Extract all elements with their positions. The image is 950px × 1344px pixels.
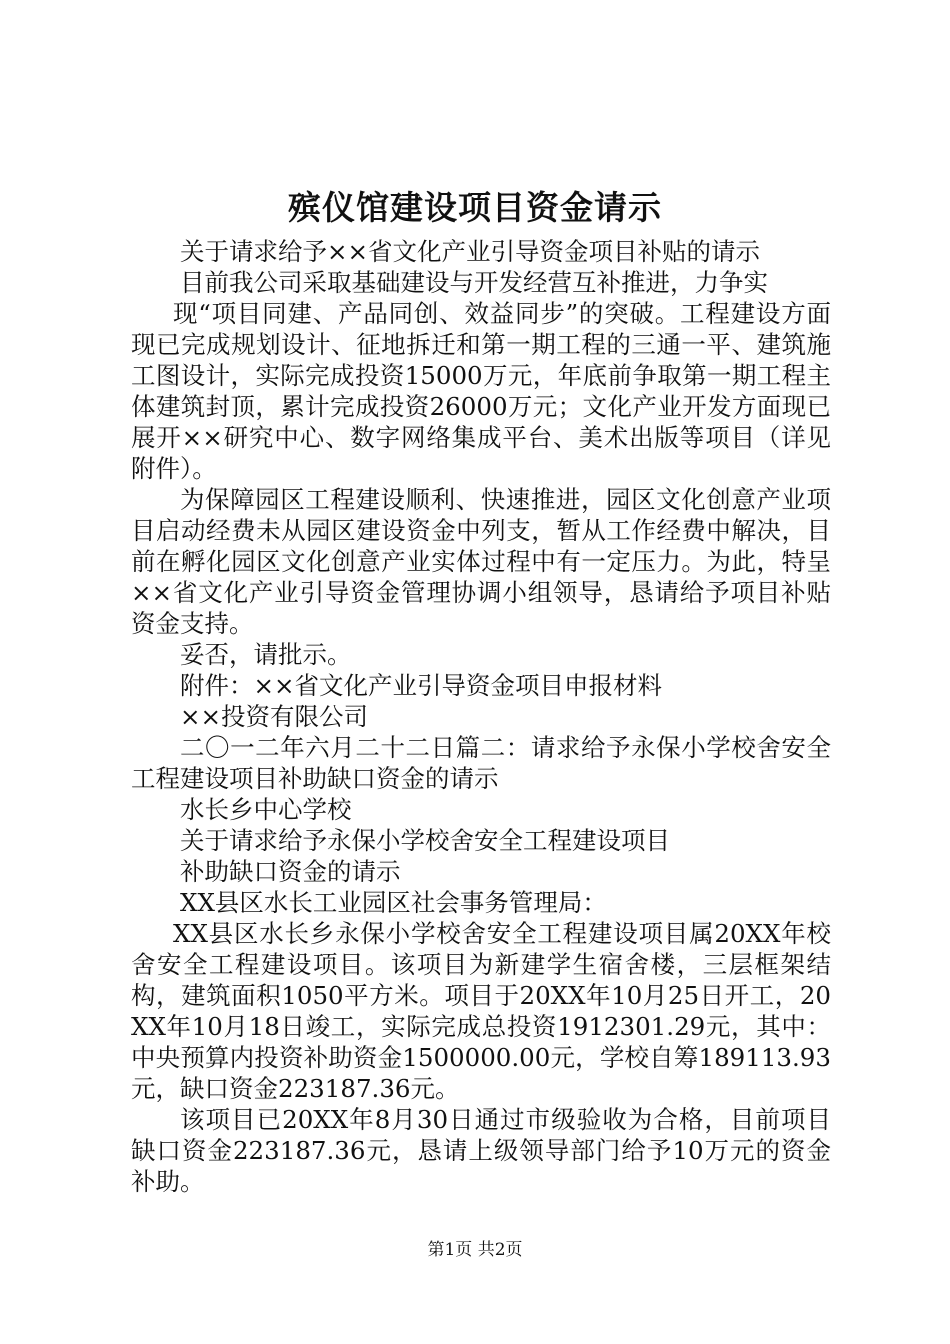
paragraph-funding-request: 为保障园区工程建设顺利、快速推进，园区文化创意产业项目启动经费未从园区建设资金中列支，暂从工作经费中解决，目前在孵化园区文化创意产业实体过程中有一定压力。为此，特呈××省文化产业引导资金管理协调小组领导，恳请给予项目补贴资金支持。 <box>131 485 831 638</box>
paragraph-request-title-1: 关于请求给予永保小学校舍安全工程建设项目 <box>180 826 670 855</box>
document-body <box>131 236 831 1197</box>
paragraph-closing: 妥否，请批示。 <box>180 640 352 669</box>
paragraph-attachment: 附件：××省文化产业引导资金项目申报材料 <box>180 671 663 700</box>
paragraph-company-signature: ××投资有限公司 <box>180 702 369 731</box>
paragraph-acceptance-request: 该项目已20XX年8月30日通过市级验收为合格，目前项目缺口资金223187.36元，恳请上级领导部门给予10万元的资金补助。 <box>131 1105 831 1196</box>
paragraph-request-title-2: 补助缺口资金的请示 <box>180 857 401 886</box>
page-footer-pagination: 第1页 共2页 <box>427 1240 523 1260</box>
paragraph-school-name: 水长乡中心学校 <box>180 795 352 824</box>
paragraph-intro-line: 目前我公司采取基础建设与开发经营互补推进，力争实 <box>180 268 768 297</box>
paragraph-subject-line: 关于请求给予××省文化产业引导资金项目补贴的请示 <box>180 237 761 266</box>
paragraph-progress: 现“项目同建、产品同创、效益同步”的突破。工程建设方面现已完成规划设计、征地拆迁和第一期工程的三通一平、建筑施工图设计，实际完成投资15000万元，年底前争取第一期工程主体建筑封顶，累计完成投资26000万元；文化产业开发方面现已展开××研究中心、数字网络集成平台、美术出版等项目（详见附件）。 <box>131 299 831 483</box>
document-title: 殡仪馆建设项目资金请示 <box>288 188 662 227</box>
paragraph-project-details: XX县区水长乡永保小学校舍安全工程建设项目属20XX年校舍安全工程建设项目。该项目为新建学生宿舍楼，三层框架结构，建筑面积1050平方米。项目于20XX年10月25日开工，20XX年10月18日竣工，实际完成总投资1912301.29元，其中：中央预算内投资补助资金1500000.00元，学校自筹189113.93元，缺口资金223187.36元。 <box>131 919 831 1103</box>
paragraph-addressee: XX县区水长工业园区社会事务管理局： <box>180 888 607 917</box>
paragraph-date-part-two: 二〇一二年六月二十二日篇二：请求给予永保小学校舍安全工程建设项目补助缺口资金的请示 <box>131 733 831 793</box>
